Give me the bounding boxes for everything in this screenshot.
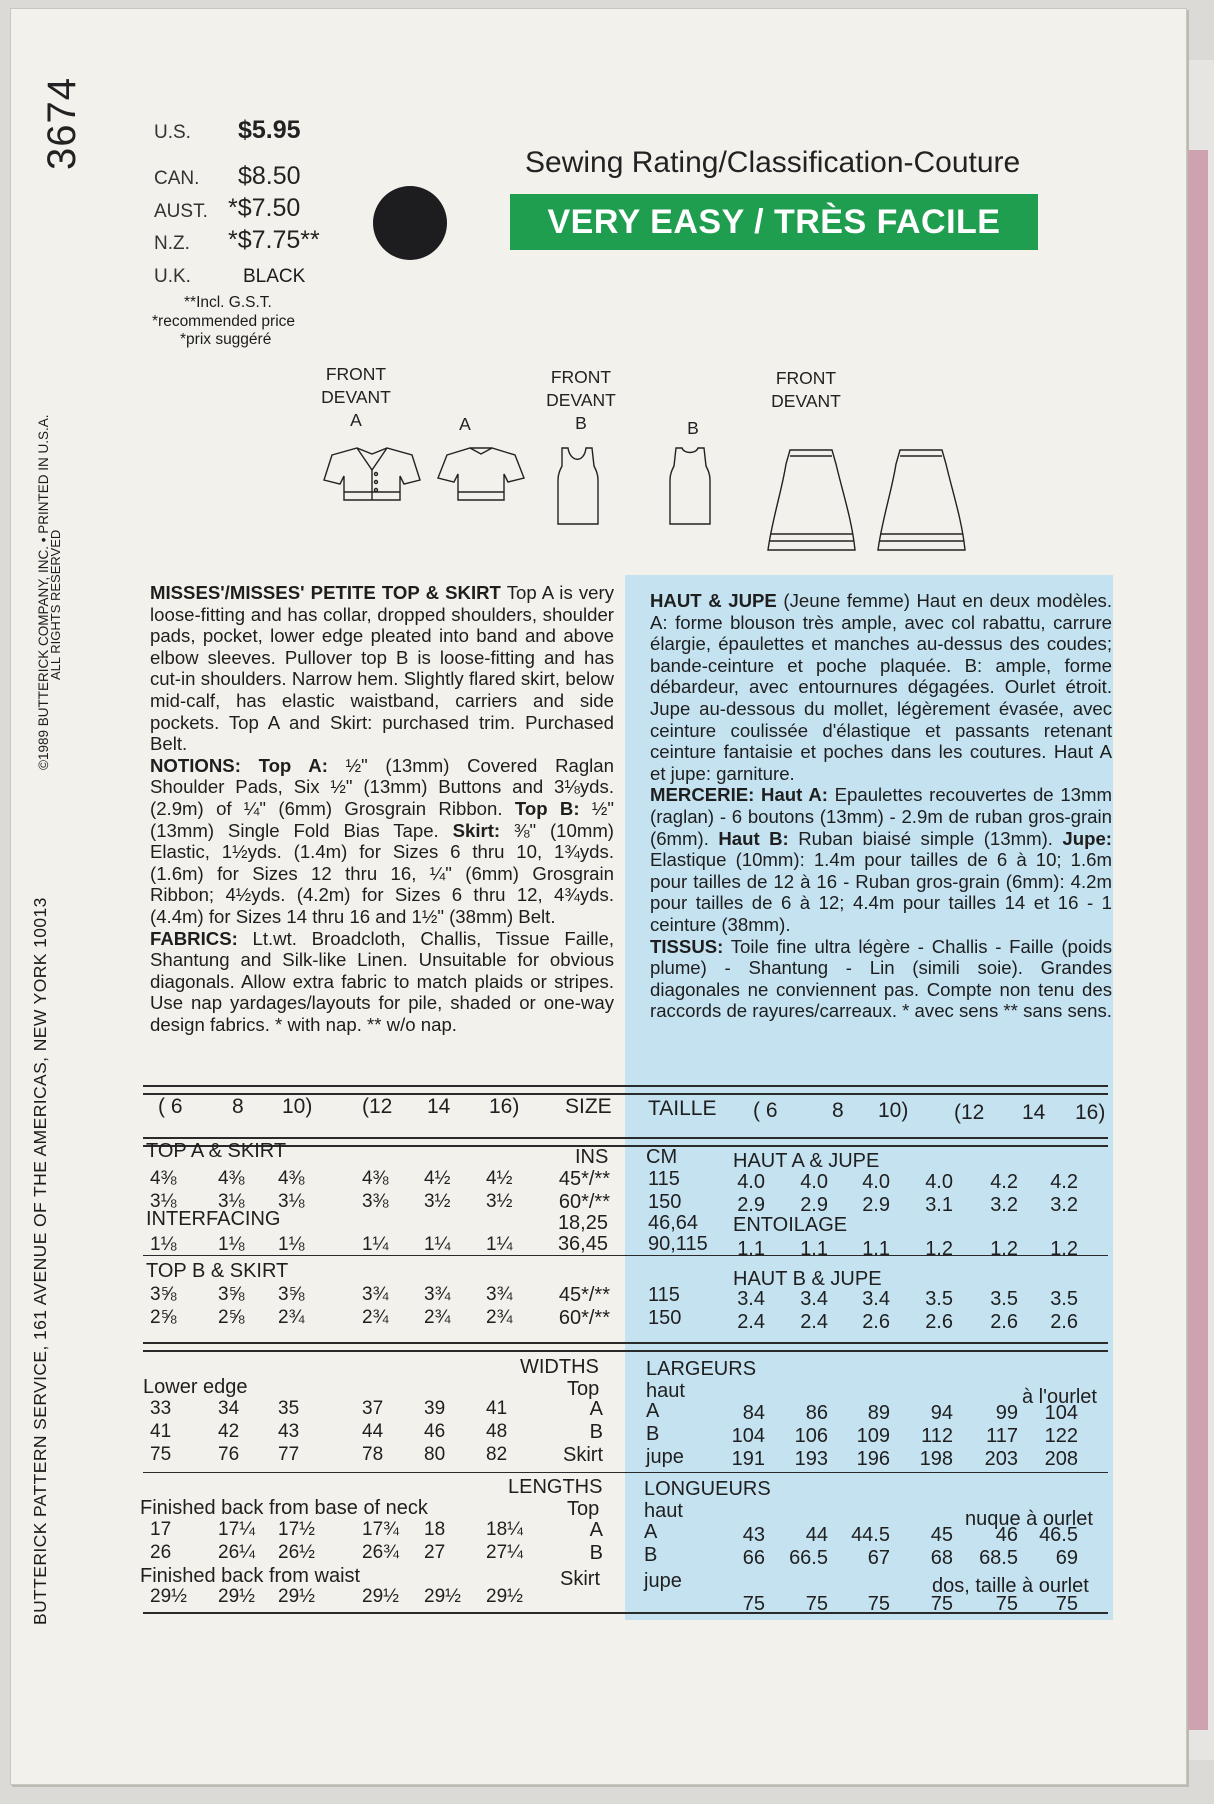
- width-cell-fr: 198: [919, 1448, 953, 1470]
- size-cell: 14: [427, 1095, 451, 1118]
- mercerie-heading: MERCERIE:: [650, 784, 755, 806]
- sewing-rating-title: Sewing Rating/Classification-Couture: [525, 146, 1021, 179]
- lengths-title-fr: LONGUEURS: [644, 1478, 771, 1500]
- width-cell: 43: [278, 1421, 300, 1442]
- width-cell-fr: 99: [995, 1402, 1018, 1424]
- mercerie-sub: Haut A:: [754, 784, 828, 806]
- width-cell-fr: 112: [921, 1425, 953, 1447]
- size-cell: 14: [1022, 1101, 1046, 1124]
- yardage-cell-fr: 1.1: [737, 1238, 765, 1260]
- product-title: MISSES'/MISSES' PETITE TOP & SKIRT: [150, 582, 501, 603]
- length-cell-fr: 75: [995, 1593, 1018, 1615]
- price-value: BLACK: [243, 266, 306, 287]
- length-cell-fr: 46.5: [1039, 1524, 1078, 1546]
- mercerie-text: Ruban biaisé simple (13mm).: [788, 827, 1053, 849]
- notions-sub: Skirt:: [438, 819, 501, 841]
- yardage-cell: 2¾: [424, 1307, 451, 1328]
- width-cell: 76: [218, 1444, 240, 1465]
- fabric-width: 36,45: [557, 1233, 608, 1255]
- length-cell: 17½: [278, 1519, 315, 1540]
- yardage-cell-fr: 1.2: [1050, 1238, 1078, 1260]
- yardage-cell: 1⅛: [278, 1234, 305, 1255]
- length-cell: 26¼: [218, 1542, 255, 1563]
- yardage-cell-fr: 4.0: [737, 1171, 765, 1193]
- yardage-cell-fr: 4.2: [990, 1171, 1018, 1193]
- yardage-cell: 1⅛: [218, 1234, 245, 1255]
- yardage-cell-fr: 3.5: [925, 1288, 953, 1310]
- width-cell: 39: [424, 1398, 446, 1419]
- yardage-cell-fr: 3.5: [990, 1288, 1018, 1310]
- color-dot: [373, 186, 447, 260]
- figure-label-line: DEVANT: [546, 390, 616, 410]
- skirt-front-icon: [768, 450, 855, 550]
- rights-reserved: ALL RIGHTS RESERVED: [48, 529, 63, 680]
- yardage-cell: 4½: [486, 1168, 513, 1189]
- copyright-line: ©1989 BUTTERICK COMPANY, INC. • PRINTED IN U.S.A.: [36, 414, 51, 770]
- width-cell-fr: 106: [794, 1425, 828, 1447]
- yardage-cell: 2¾: [486, 1307, 513, 1328]
- width-cell: 48: [486, 1421, 508, 1442]
- yardage-cell: 4⅜: [362, 1168, 389, 1189]
- fabric-width-cm: 115: [648, 1168, 680, 1190]
- fabric-width: 18,25: [557, 1212, 608, 1234]
- width-cell: 78: [362, 1444, 384, 1465]
- width-cell: 44: [362, 1421, 384, 1442]
- size-cell: 8: [832, 1099, 844, 1122]
- size-cell: 10): [878, 1099, 909, 1122]
- figure-label-line: B: [575, 413, 587, 433]
- size-cell: (12: [362, 1095, 393, 1118]
- table-rule: [143, 1472, 1108, 1473]
- fabric-width: 60*/**: [558, 1307, 610, 1329]
- width-cell: 75: [150, 1444, 172, 1465]
- garment-sketches: [312, 440, 712, 555]
- fabric-width-cm: 150: [648, 1307, 682, 1329]
- width-cell-fr: 104: [731, 1425, 765, 1447]
- price-value: *$7.75**: [228, 226, 320, 254]
- width-row-label-fr: jupe: [646, 1446, 684, 1468]
- french-description: [650, 590, 1112, 1022]
- yardage-cell: 3⅛: [150, 1191, 177, 1212]
- section-label-fr: HAUT A & JUPE: [733, 1150, 880, 1172]
- length-cell: 29½: [424, 1586, 461, 1607]
- fabric-width: 60*/**: [558, 1191, 610, 1213]
- table-rule: [143, 1612, 1108, 1614]
- section-label: TOP B & SKIRT: [146, 1260, 289, 1282]
- yardage-cell: 3½: [486, 1191, 513, 1212]
- size-label: SIZE: [565, 1095, 612, 1118]
- fabric-width: 45*/**: [558, 1168, 610, 1190]
- notions-text: ½" (13mm) Single Fold Bias Tape.: [150, 797, 614, 841]
- width-cell: 41: [486, 1398, 508, 1419]
- length-cell: 26½: [278, 1542, 315, 1563]
- length-cell: 17¼: [218, 1519, 255, 1540]
- yardage-cell: 2⅝: [150, 1307, 177, 1328]
- fabrics-text: Lt.wt. Broadcloth, Challis, Tissue Faille, Shantung and Silk-like Linen. Unsuitable for obvious diagonals. Allow extra fabric to match plaids or stripes. Use nap yardages/layouts for pile, shaded or one-way design fabrics. * with nap. ** w/o nap.: [150, 927, 614, 1035]
- widths-sub: Lower edge: [143, 1376, 248, 1398]
- company-address: BUTTERICK PATTERN SERVICE, 161 AVENUE OF THE AMERICAS, NEW YORK 10013: [30, 897, 50, 1625]
- length-row-label-fr: A: [644, 1521, 658, 1543]
- tank-back-icon: [670, 448, 710, 524]
- figure-label-line: FRONT: [775, 368, 837, 388]
- english-description: [150, 582, 614, 1035]
- price-note: **Incl. G.S.T.: [184, 294, 272, 311]
- yardage-cell: 3⅜: [362, 1191, 389, 1212]
- length-cell-fr: 66: [742, 1547, 765, 1569]
- yardage-cell-fr: 2.9: [862, 1194, 890, 1216]
- length-cell-fr: 75: [867, 1593, 890, 1615]
- width-cell: 41: [150, 1421, 172, 1442]
- product-text: Top A is very loose-fitting and has collar, dropped shoulders, shoulder pads, pocket, lower edge pleated into band and above elbow sleeves. Pullover top B is loose-fitting and has cut-in shoulders. Narrow hem. Slightly flared skirt, below mid-calf, has elastic waistband, carriers and side pockets. Top A and Skirt: purchased trim. Purchased Belt.: [150, 582, 614, 755]
- yardage-cell: 3⅝: [150, 1284, 177, 1305]
- length-cell: 27¼: [486, 1542, 523, 1563]
- table-rule: [143, 1350, 1108, 1352]
- price-note: *recommended price: [152, 313, 296, 330]
- length-row-label: A: [589, 1519, 603, 1541]
- jacket-front-icon: [324, 448, 420, 500]
- yardage-cell-fr: 2.6: [1050, 1311, 1078, 1333]
- notions-sub: Top A:: [240, 754, 328, 776]
- yardage-cell: 3⅝: [278, 1284, 305, 1305]
- mercerie-text: Epaulettes recouvertes de 13mm (raglan) - 6 boutons (13mm) - 2.9m de ruban gros-grain (6mm).: [650, 784, 1112, 849]
- section-label-fr: ENTOILAGE: [733, 1214, 848, 1236]
- product-text-fr: (Jeune femme) Haut en deux modèles. A: forme blouson très ample, avec col rabattu, carrure élargie, épaulettes et manches au-dessus des coudes; bande-ceinture et poche plaquée. B: ample, forme débardeur, avec entournures dégagées. Ourlet étroit. Jupe au-dessous du mollet, légèrement évasée, avec ceinture coulissée d'élastique et passants retenant ceinture fantaisie et poches dans les coutures. Haut A et jupe: garniture.: [650, 590, 1112, 784]
- yardage-cell-fr: 2.6: [862, 1311, 890, 1333]
- side-strip: [1188, 150, 1208, 1730]
- lengths-sub: Top: [567, 1498, 600, 1520]
- size-cell: (12: [954, 1101, 985, 1124]
- jacket-back-icon: [438, 448, 524, 500]
- yardage-cell-fr: 2.4: [737, 1311, 765, 1333]
- figure-label-line: A: [350, 410, 362, 430]
- tank-front-icon: [558, 448, 598, 524]
- fabric-width-cm: 115: [648, 1284, 680, 1306]
- figure-label: [760, 367, 852, 413]
- fabric-width-cm: 150: [648, 1191, 682, 1213]
- length-row-label-fr: B: [644, 1544, 658, 1566]
- yardage-cell-fr: 2.9: [737, 1194, 765, 1216]
- yardage-cell-fr: 2.6: [925, 1311, 953, 1333]
- yardage-cell-fr: 1.2: [990, 1238, 1018, 1260]
- yardage-cell: 3¾: [424, 1284, 451, 1305]
- section-label: TOP A & SKIRT: [146, 1140, 287, 1162]
- length-cell-fr: 75: [805, 1593, 828, 1615]
- fabrics-heading: FABRICS:: [150, 927, 238, 949]
- length-cell-fr: 69: [1055, 1547, 1078, 1569]
- length-cell: 29½: [150, 1586, 187, 1607]
- yardage-cell: 4⅜: [150, 1168, 177, 1189]
- yardage-cell-fr: 2.4: [800, 1311, 828, 1333]
- length-cell-fr: 67: [867, 1547, 890, 1569]
- figure-label: [535, 366, 627, 435]
- price-value: $8.50: [238, 162, 301, 190]
- yardage-cell-fr: 2.6: [990, 1311, 1018, 1333]
- yardage-cell: 2⅝: [218, 1307, 245, 1328]
- yardage-cell-fr: 3.4: [862, 1288, 890, 1310]
- price-label: U.S.: [154, 122, 191, 143]
- lengths-sub-fr: jupe: [644, 1570, 682, 1592]
- fabric-width-cm: 90,115: [648, 1233, 708, 1255]
- yardage-cell: 3¾: [486, 1284, 513, 1305]
- mercerie-text: Elastique (10mm): 1.4m pour tailles de 6 à 10; 1.6m pour tailles de 12 à 16 - Ruban gros-grain (6mm): 4.2m pour tailles de 6 à 12; 4.4m pour tailles 14 et 16 - 1 ceinture (38mm).: [650, 849, 1112, 935]
- yardage-cell-fr: 3.1: [925, 1194, 953, 1216]
- figure-label-line: DEVANT: [771, 391, 841, 411]
- yardage-cell-fr: 4.0: [800, 1171, 828, 1193]
- width-cell: 35: [278, 1398, 300, 1419]
- width-cell-fr: 109: [856, 1425, 890, 1447]
- length-cell-fr: 44.5: [851, 1524, 890, 1546]
- length-cell: 18: [424, 1519, 446, 1540]
- tissus-heading: TISSUS:: [650, 935, 724, 957]
- yardage-cell: 2¾: [362, 1307, 389, 1328]
- length-cell: 27: [424, 1542, 446, 1563]
- taille-label: TAILLE: [648, 1097, 717, 1120]
- yardage-cell-fr: 2.9: [800, 1194, 828, 1216]
- price-label: N.Z.: [154, 233, 190, 254]
- width-cell-fr: 196: [856, 1448, 890, 1470]
- figure-label: [310, 363, 402, 432]
- mercerie-sub: Jupe:: [1052, 827, 1112, 849]
- length-cell-fr: 68: [930, 1547, 953, 1569]
- width-cell-fr: 203: [984, 1448, 1018, 1470]
- yardage-cell-fr: 1.1: [862, 1238, 890, 1260]
- length-cell-fr: 44: [805, 1524, 828, 1546]
- length-cell-fr: 75: [930, 1593, 953, 1615]
- notions-sub: Top B:: [502, 797, 580, 819]
- width-cell: 82: [486, 1444, 508, 1465]
- section-label-fr: HAUT B & JUPE: [733, 1268, 882, 1290]
- length-cell-fr: 45: [930, 1524, 953, 1546]
- length-cell: 26: [150, 1542, 172, 1563]
- figure-label: A: [459, 414, 471, 434]
- lengths-title: LENGTHS: [508, 1476, 603, 1498]
- width-cell: 46: [424, 1421, 446, 1442]
- length-cell-fr: 75: [742, 1593, 765, 1615]
- unit-label: INS: [575, 1146, 609, 1168]
- width-row-label-fr: B: [646, 1423, 660, 1445]
- length-cell: 29½: [362, 1586, 399, 1607]
- yardage-cell: 1¼: [424, 1234, 451, 1255]
- width-cell: 37: [362, 1398, 384, 1419]
- size-cell: ( 6: [158, 1095, 183, 1118]
- table-rule: [143, 1342, 1108, 1344]
- widths-title: WIDTHS: [520, 1356, 599, 1378]
- width-cell: 33: [150, 1398, 172, 1419]
- yardage-cell-fr: 4.0: [925, 1171, 953, 1193]
- yardage-cell: 4⅜: [278, 1168, 305, 1189]
- figure-label: B: [687, 418, 699, 438]
- yardage-cell: 4⅜: [218, 1168, 245, 1189]
- yardage-cell: 3½: [424, 1191, 451, 1212]
- price-value: $5.95: [238, 116, 301, 144]
- lengths-sub: Finished back from waist: [140, 1565, 361, 1587]
- lengths-sub: Finished back from base of neck: [140, 1497, 428, 1519]
- length-cell-fr: 66.5: [789, 1547, 828, 1569]
- yardage-cell-fr: 3.2: [1050, 1194, 1078, 1216]
- length-cell: 29½: [486, 1586, 523, 1607]
- widths-sub: Top: [567, 1378, 600, 1400]
- length-cell-fr: 46: [995, 1524, 1018, 1546]
- skirt-sketches: [760, 440, 980, 560]
- notions-heading: NOTIONS:: [150, 754, 241, 776]
- yardage-cell: 4½: [424, 1168, 451, 1189]
- yardage-cell: 3⅛: [218, 1191, 245, 1212]
- length-cell: 17: [150, 1519, 172, 1540]
- yardage-cell-fr: 3.5: [1050, 1288, 1078, 1310]
- pattern-number: 3674: [40, 77, 84, 170]
- figure-label-line: FRONT: [325, 364, 387, 384]
- length-cell: 29½: [278, 1586, 315, 1607]
- width-row-label-fr: A: [646, 1400, 660, 1422]
- price-label: CAN.: [154, 168, 200, 189]
- width-row-label: B: [589, 1421, 603, 1443]
- yardage-cell: 3⅛: [278, 1191, 305, 1212]
- width-cell-fr: 122: [1044, 1425, 1078, 1447]
- widths-sub-fr: à l'ourlet: [1022, 1386, 1097, 1408]
- table-rule: [143, 1085, 1108, 1087]
- yardage-cell: 2¾: [278, 1307, 305, 1328]
- price-label: U.K.: [154, 266, 191, 287]
- yardage-cell: 1⅛: [150, 1234, 177, 1255]
- notions-text: ½" (13mm) Covered Raglan Shoulder Pads, Six ½" (13mm) Buttons and 3⅛yds. (2.9m) of ¼" (6mm) Grosgrain Ribbon.: [150, 754, 614, 819]
- section-label: INTERFACING: [146, 1208, 281, 1230]
- fabric-width-cm: 46,64: [648, 1212, 699, 1234]
- widths-title-fr: LARGEURS: [646, 1358, 757, 1380]
- length-cell: 18¼: [486, 1519, 523, 1540]
- lengths-sub-fr: dos, taille à ourlet: [932, 1575, 1089, 1597]
- yardage-cell-fr: 4.2: [1050, 1171, 1078, 1193]
- width-cell-fr: 193: [794, 1448, 828, 1470]
- product-title-fr: HAUT & JUPE: [650, 590, 777, 611]
- tissus-text: Toile fine ultra légère - Challis - Faille (poids plume) - Shantung - Lin (simili soie). Grandes diagonales ne conviennent pas. Compte non tenu des raccords de rayures/carreaux. * avec sens ** sans sens.: [650, 935, 1112, 1022]
- yardage-cell-fr: 3.4: [800, 1288, 828, 1310]
- width-cell-fr: 84: [742, 1402, 765, 1424]
- skirt-back-icon: [878, 450, 965, 550]
- yardage-cell-fr: 3.4: [737, 1288, 765, 1310]
- figure-label-line: FRONT: [550, 367, 612, 387]
- width-cell: 42: [218, 1421, 240, 1442]
- yardage-cell: 1¼: [486, 1234, 513, 1255]
- width-cell-fr: 208: [1044, 1448, 1078, 1470]
- width-cell-fr: 86: [805, 1402, 828, 1424]
- width-cell-fr: 117: [986, 1425, 1018, 1447]
- length-row-label: B: [589, 1542, 603, 1564]
- width-cell: 34: [218, 1398, 240, 1419]
- yardage-cell-fr: 4.0: [862, 1171, 890, 1193]
- widths-sub-fr: haut: [646, 1380, 685, 1402]
- width-cell: 80: [424, 1444, 446, 1465]
- figure-label-line: DEVANT: [321, 387, 391, 407]
- width-cell-fr: 89: [867, 1402, 890, 1424]
- lengths-sub-fr: haut: [644, 1500, 683, 1522]
- width-cell-fr: 104: [1044, 1402, 1078, 1424]
- length-cell: 29½: [218, 1586, 255, 1607]
- length-cell-fr: 68.5: [979, 1547, 1018, 1569]
- width-cell-fr: 94: [930, 1402, 953, 1424]
- lengths-sub-fr: nuque à ourlet: [965, 1508, 1093, 1530]
- price-label: AUST.: [154, 201, 208, 222]
- yardage-cell: 3¾: [362, 1284, 389, 1305]
- size-cell: 8: [232, 1095, 244, 1118]
- rating-banner: VERY EASY / TRÈS FACILE: [510, 194, 1038, 250]
- price-note: *prix suggéré: [180, 331, 272, 348]
- size-cell: 16): [1075, 1101, 1106, 1124]
- length-cell: 17¾: [362, 1519, 399, 1540]
- width-cell-fr: 191: [731, 1448, 765, 1470]
- yardage-cell-fr: 1.1: [800, 1238, 828, 1260]
- width-cell: 77: [278, 1444, 300, 1465]
- price-value: *$7.50: [228, 194, 301, 222]
- table-rule: [143, 1137, 1108, 1139]
- mercerie-sub: Haut B:: [708, 827, 789, 849]
- length-cell-fr: 43: [742, 1524, 765, 1546]
- length-cell: 26¾: [362, 1542, 399, 1563]
- width-row-label: Skirt: [563, 1444, 603, 1466]
- size-cell: 10): [282, 1095, 313, 1118]
- unit-label: CM: [646, 1146, 678, 1168]
- table-rule: [143, 1145, 1108, 1147]
- width-row-label: A: [589, 1398, 603, 1420]
- yardage-cell: 1¼: [362, 1234, 389, 1255]
- lengths-sub: Skirt: [560, 1568, 600, 1590]
- fabric-width: 45*/**: [558, 1284, 610, 1306]
- yardage-cell-fr: 3.2: [990, 1194, 1018, 1216]
- yardage-cell-fr: 1.2: [925, 1238, 953, 1260]
- yardage-cell: 3⅝: [218, 1284, 245, 1305]
- notions-text: ⅜" (10mm) Elastic, 1½yds. (1.4m) for Sizes 6 thru 10, 1¾yds. (1.6m) for Sizes 12 thru 16, ¼" (6mm) Grosgrain Ribbon; 4½yds. (4.2m) for Sizes 6 thru 12, 4¾yds. (4.4m) for Sizes 14 thru 16 and 1½" (38mm) Belt.: [150, 819, 614, 927]
- length-cell-fr: 75: [1055, 1593, 1078, 1615]
- size-cell: ( 6: [753, 1099, 778, 1122]
- size-cell: 16): [489, 1095, 520, 1118]
